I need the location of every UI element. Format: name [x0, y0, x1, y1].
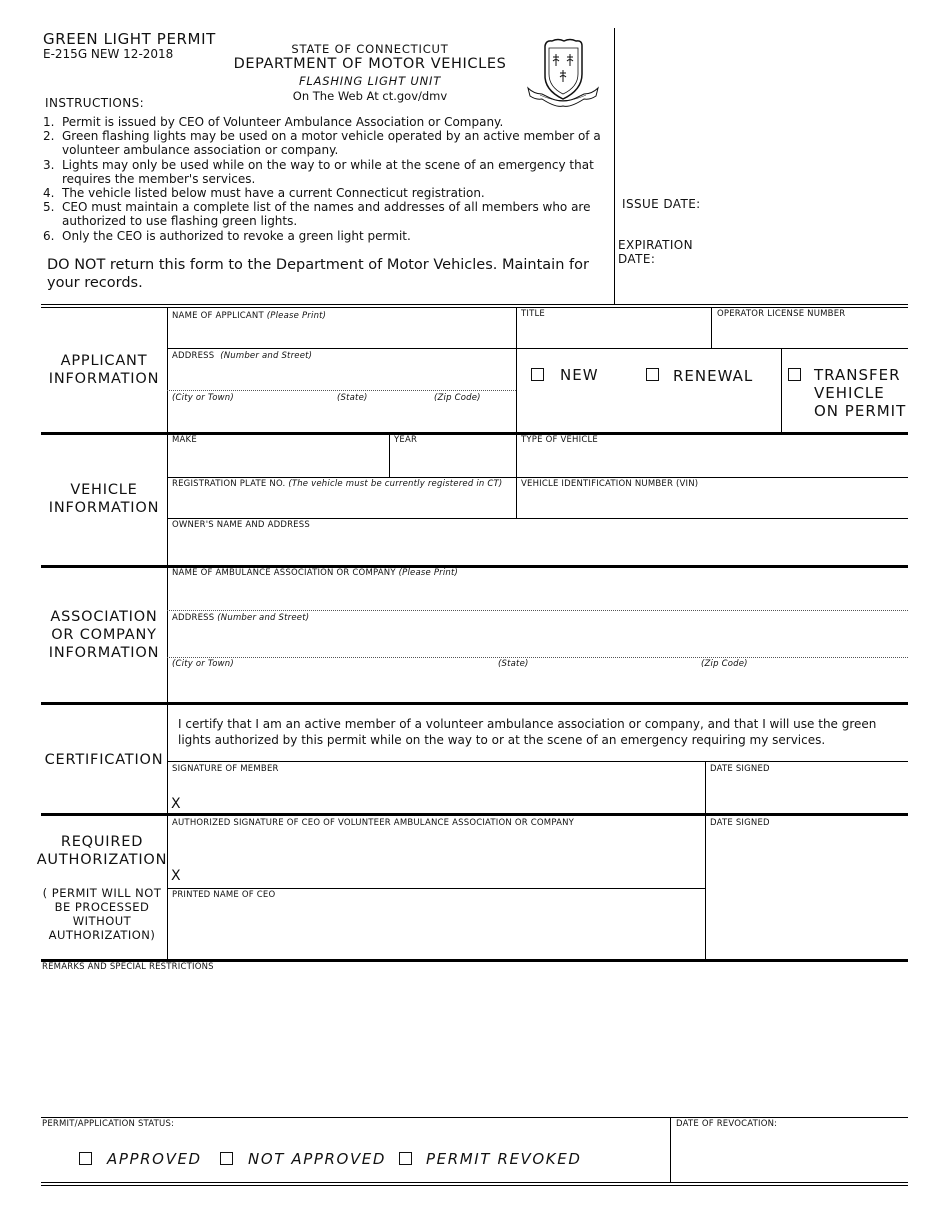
make-field[interactable]: [170, 446, 386, 475]
expiration-date-field[interactable]: [700, 238, 905, 268]
ceo-printed-name-label: PRINTED NAME OF CEO: [172, 890, 276, 900]
transfer-checkbox[interactable]: [788, 368, 801, 381]
instructions-list: [43, 115, 603, 243]
year-field[interactable]: [392, 446, 513, 475]
owner-label: OWNER'S NAME AND ADDRESS: [172, 520, 310, 530]
connecticut-seal: [524, 36, 602, 108]
applicant-address-label: ADDRESS (Number and Street): [172, 351, 313, 361]
permit-revoked-checkbox[interactable]: [399, 1152, 412, 1165]
permit-revoked-label: PERMIT REVOKED: [426, 1150, 582, 1168]
status-label: PERMIT/APPLICATION STATUS:: [42, 1119, 175, 1129]
ceo-signature-label: AUTHORIZED SIGNATURE OF CEO OF VOLUNTEER AMBULANCE ASSOCIATION OR COMPANY: [172, 818, 575, 828]
plate-label: REGISTRATION PLATE NO. (The vehicle must be currently registered in CT): [172, 479, 503, 489]
remarks-field[interactable]: [42, 975, 906, 1113]
vin-field[interactable]: [519, 490, 906, 516]
expiration-date-label: EXPIRATION DATE:: [618, 238, 693, 266]
applicant-city-hint: (City or Town): [172, 393, 234, 403]
license-number-field[interactable]: [714, 320, 906, 346]
form-title: GREEN LIGHT PERMIT: [43, 30, 216, 48]
title-label: TITLE: [521, 309, 545, 319]
sign-mark: X: [171, 796, 181, 812]
vehicle-section-title: VEHICLE INFORMATION: [48, 482, 160, 516]
association-name-label: NAME OF AMBULANCE ASSOCIATION OR COMPANY (Please Print): [172, 568, 459, 578]
revocation-date-label: DATE OF REVOCATION:: [676, 1119, 778, 1129]
ceo-printed-name-field[interactable]: [170, 901, 702, 956]
instruction-item: 6. Only the CEO is authorized to revoke a green light permit.: [43, 228, 411, 243]
certification-section-title: CERTIFICATION: [44, 752, 164, 768]
association-city-hint: (City or Town): [172, 659, 234, 669]
authorization-section-title: REQUIRED AUTHORIZATION: [36, 834, 168, 868]
plate-field[interactable]: [170, 490, 513, 516]
ceo-sign-mark: X: [171, 868, 181, 884]
applicant-street-field[interactable]: [170, 362, 513, 388]
new-checkbox[interactable]: [531, 368, 544, 381]
applicant-section-title: APPLICANT INFORMATION: [48, 353, 160, 387]
vehicle-type-label: TYPE OF VEHICLE: [521, 435, 598, 445]
association-zip-hint: (Zip Code): [701, 659, 748, 669]
association-name-field[interactable]: [170, 579, 906, 608]
ceo-date-field[interactable]: [708, 830, 906, 956]
form-number: E-215G NEW 12-2018: [43, 47, 174, 61]
transfer-label: TRANSFER VEHICLE ON PERMIT: [814, 366, 907, 420]
web-address: On The Web At ct.gov/dmv: [292, 89, 448, 103]
association-state-hint: (State): [498, 659, 529, 669]
unit-name: FLASHING LIGHT UNIT: [298, 74, 442, 88]
vin-label: VEHICLE IDENTIFICATION NUMBER (VIN): [521, 479, 699, 489]
renewal-checkbox[interactable]: [646, 368, 659, 381]
return-notice: DO NOT return this form to the Department of Motor Vehicles. Maintain for your records.: [47, 257, 589, 291]
association-street-field[interactable]: [170, 624, 906, 655]
member-signature-label: SIGNATURE OF MEMBER: [172, 764, 279, 774]
instruction-item: 5. CEO must maintain a complete list of the names and addresses of all members who are authorized to use flashing green lights.: [43, 200, 591, 229]
applicant-name-field[interactable]: [170, 322, 513, 346]
applicant-name-label: NAME OF APPLICANT (Please Print): [172, 311, 327, 321]
new-label: NEW: [560, 366, 599, 384]
association-address-label: ADDRESS (Number and Street): [172, 613, 310, 623]
approved-label: APPROVED: [107, 1150, 202, 1168]
renewal-label: RENEWAL: [673, 367, 754, 385]
state-name: STATE OF CONNECTICUT: [291, 42, 449, 56]
issue-date-field[interactable]: [700, 190, 905, 214]
vehicle-type-field[interactable]: [519, 446, 906, 475]
year-label: YEAR: [394, 435, 418, 445]
instruction-item: 3. Lights may only be used while on the way to or while at the scene of an emergency that requires the member's services.: [43, 157, 594, 186]
title-field[interactable]: [519, 320, 708, 346]
association-section-title: ASSOCIATION OR COMPANY INFORMATION: [48, 609, 160, 661]
approved-checkbox[interactable]: [79, 1152, 92, 1165]
applicant-state-hint: (State): [337, 393, 368, 403]
issue-date-label: ISSUE DATE:: [622, 197, 701, 211]
member-date-label: DATE SIGNED: [710, 764, 770, 774]
revocation-date-field[interactable]: [673, 1131, 906, 1179]
instructions-heading: INSTRUCTIONS:: [45, 96, 145, 110]
ceo-date-label: DATE SIGNED: [710, 818, 770, 828]
not-approved-checkbox[interactable]: [220, 1152, 233, 1165]
applicant-zip-hint: (Zip Code): [434, 393, 481, 403]
license-number-label: OPERATOR LICENSE NUMBER: [717, 309, 846, 319]
owner-field[interactable]: [170, 531, 906, 563]
department-name: DEPARTMENT OF MOTOR VEHICLES: [233, 56, 507, 72]
instruction-item: 4. The vehicle listed below must have a current Connecticut registration.: [43, 186, 485, 201]
instruction-item: 1. Permit is issued by CEO of Volunteer Ambulance Association or Company.: [43, 115, 504, 129]
association-city-state-zip-field[interactable]: [170, 670, 906, 700]
member-date-field[interactable]: [708, 776, 906, 811]
authorization-note: ( PERMIT WILL NOT BE PROCESSED WITHOUT AUTHORIZATION): [42, 886, 162, 942]
remarks-label: REMARKS AND SPECIAL RESTRICTIONS: [42, 962, 214, 972]
ceo-signature-field[interactable]: [186, 830, 702, 886]
not-approved-label: NOT APPROVED: [248, 1150, 387, 1168]
applicant-city-state-zip-field[interactable]: [170, 404, 513, 430]
instruction-item: 2. Green flashing lights may be used on a motor vehicle operated by an active member of a volunteer ambulance association or company.: [43, 129, 601, 158]
member-signature-field[interactable]: [186, 776, 702, 811]
certification-statement: I certify that I am an active member of a volunteer ambulance association or company, and that I will use the green lights authorized by this permit while on the way to or at the scene of an emergency requiring my services.: [178, 717, 877, 747]
make-label: MAKE: [172, 435, 197, 445]
